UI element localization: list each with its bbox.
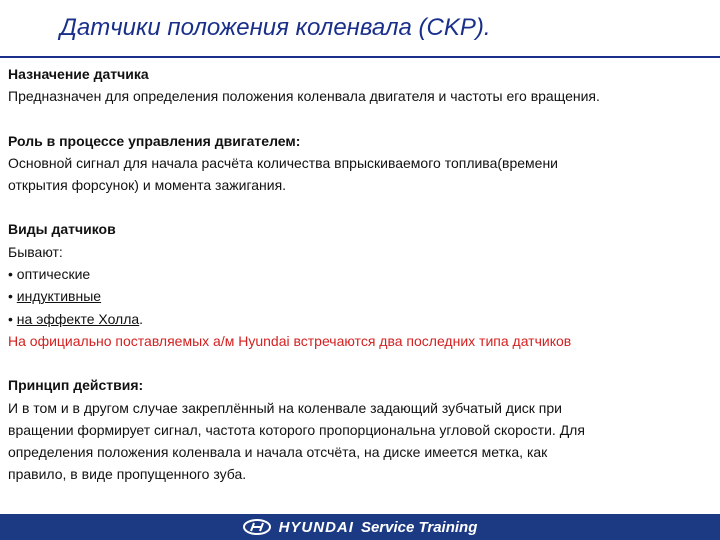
- content-body: [8, 63, 714, 486]
- section-text-principle-line1: И в том и в другом случае закреплённый на коленвале задающий зубчатый диск при: [8, 399, 562, 416]
- page-title: Датчики положения коленвала (CKP).: [60, 14, 491, 41]
- section-text-principle-line4: правило, в виде пропущенного зуба.: [8, 466, 247, 483]
- list-item-hall: • на эффекте Холла.: [8, 310, 144, 327]
- footer-brand: [0, 514, 720, 540]
- types-note: На официально поставляемых а/м Hyundai встречаются два последних типа датчиков: [8, 332, 572, 349]
- section-heading-types: Виды датчиков: [8, 221, 116, 238]
- section-heading-principle: Принцип действия:: [8, 377, 144, 394]
- hall-link-text: на эффекте Холла: [16, 310, 140, 327]
- section-heading-role: Роль в процессе управления двигателем:: [8, 132, 301, 149]
- brand-name: HYUNDAI: [278, 518, 354, 536]
- inductive-link-text: индуктивные: [16, 288, 102, 305]
- section-text-purpose: Предназначен для определения положения коленвала двигателя и частоты его вращения.: [8, 88, 600, 105]
- title-divider: [0, 56, 720, 58]
- list-item-inductive: • индуктивные: [8, 288, 102, 305]
- section-text-principle-line3: определения положения коленвала и начала отсчёта, на диске имеется метка, как: [8, 444, 548, 461]
- types-intro: Бывают:: [8, 243, 63, 260]
- section-text-role-line1: Основной сигнал для начала расчёта количества впрыскиваемого топлива(времени: [8, 154, 559, 171]
- section-text-role-line2: открытия форсунок) и момента зажигания.: [8, 177, 287, 194]
- list-item-optical: • оптические: [8, 266, 91, 283]
- hyundai-logo-icon: [243, 519, 271, 535]
- section-text-principle-line2: вращении формирует сигнал, частота которого пропорциональна угловой скорости. Для: [8, 421, 585, 438]
- footer-bar: [0, 514, 720, 540]
- section-heading-purpose: Назначение датчика: [8, 66, 149, 82]
- brand-suffix: Service Training: [360, 518, 478, 536]
